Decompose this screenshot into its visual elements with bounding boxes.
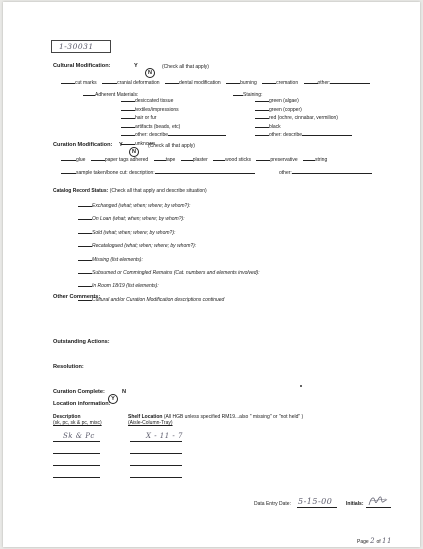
cultural-row-1: cut marks cranial deformation dental modification burning cremation other: (61, 78, 370, 86)
desc-line-3[interactable] (53, 465, 100, 466)
catalog-id-box (51, 40, 111, 53)
staining-list: green (algae) green (copper) red (ochre, cinnabar, vermilion) black other: describe (255, 96, 352, 139)
curation-complete-label: Curation Complete: (53, 389, 105, 395)
initials-signature-icon (367, 494, 389, 508)
initials-label: Initials: (346, 501, 364, 507)
desc-line-1[interactable] (53, 441, 100, 442)
curation-complete-yes-circled[interactable]: Y (108, 387, 118, 405)
location-title: Location information: (53, 401, 111, 407)
entry-date-line (297, 507, 337, 508)
shelf-line-4[interactable] (130, 477, 182, 478)
shelf-line-3[interactable] (130, 465, 182, 466)
curation-complete-no[interactable]: N (122, 389, 127, 395)
staining-title: Staining: (233, 90, 262, 98)
curation-mod-title: Curation Modification: (53, 142, 113, 148)
curation-mod-no-circled[interactable]: N (129, 140, 139, 158)
curation-row-1: glue paper tags adhered tape plaster wood sticks preservative string (61, 155, 327, 163)
curation-other-row: other: (279, 168, 372, 176)
page-number: Page 2 of 11 (357, 537, 392, 545)
shelf-header: Shelf Location (All HGB unless specified RM19...also " missing" or "not held" ) (Aisle-Column-Tray) (128, 414, 304, 426)
desc-line-2[interactable] (53, 453, 100, 454)
desc-line-4[interactable] (53, 477, 100, 478)
resolution-label: Resolution: (53, 364, 84, 370)
description-value: Sk & Pc (63, 432, 95, 440)
initials-line (366, 507, 391, 508)
cultural-mod-no-circled[interactable]: N (145, 61, 155, 79)
cultural-mod-yes[interactable]: Y (134, 63, 138, 69)
description-header: Description (sk, pc, sk & pc, misc) (53, 414, 102, 426)
adherent-title: Adherent Materials: (83, 90, 138, 98)
shelf-line-1[interactable] (130, 441, 182, 442)
cultural-mod-note: (Check all that apply) (162, 64, 209, 70)
adherent-list: desiccated tissue textiles/impressions hair or fur artifacts (beads, etc) other: describe unknown (121, 96, 226, 148)
curation-mod-yes[interactable]: Y (119, 142, 123, 148)
form-page (3, 2, 420, 547)
curation-mod-note: (Check all that apply) (148, 143, 195, 149)
catalog-status-list: Exchanged (what; when; where; by whom?): On Loan (what; when; where; by whom?): Sold (what; when; where; by whom?): Recatalogued (what; when; where; by whom?): Missing (list elements): Subsumed or Commingled Remains (Cat. numbers and elements involved): In Room 18/19 (list elements): Cultural and/or Curation Modification descriptions continued (78, 200, 260, 307)
outstanding-actions-label: Outstanding Actions: (53, 339, 110, 345)
curation-sample-row: sample taken/bone cut: description: (61, 168, 255, 176)
catalog-id: 1-30031 (59, 42, 94, 51)
cultural-mod-title: Cultural Modification: (53, 63, 111, 69)
shelf-line-2[interactable] (130, 453, 182, 454)
shelf-value: X - 11 - 7 (146, 432, 183, 440)
stray-mark (300, 385, 302, 387)
entry-date-label: Data Entry Date: (254, 501, 291, 507)
entry-date-value: 5-15-00 (298, 497, 333, 506)
catalog-status-heading: Catalog Record Status: (Check all that apply and describe situation) (53, 188, 207, 194)
other-comments-label: Other Comments: (53, 294, 101, 300)
